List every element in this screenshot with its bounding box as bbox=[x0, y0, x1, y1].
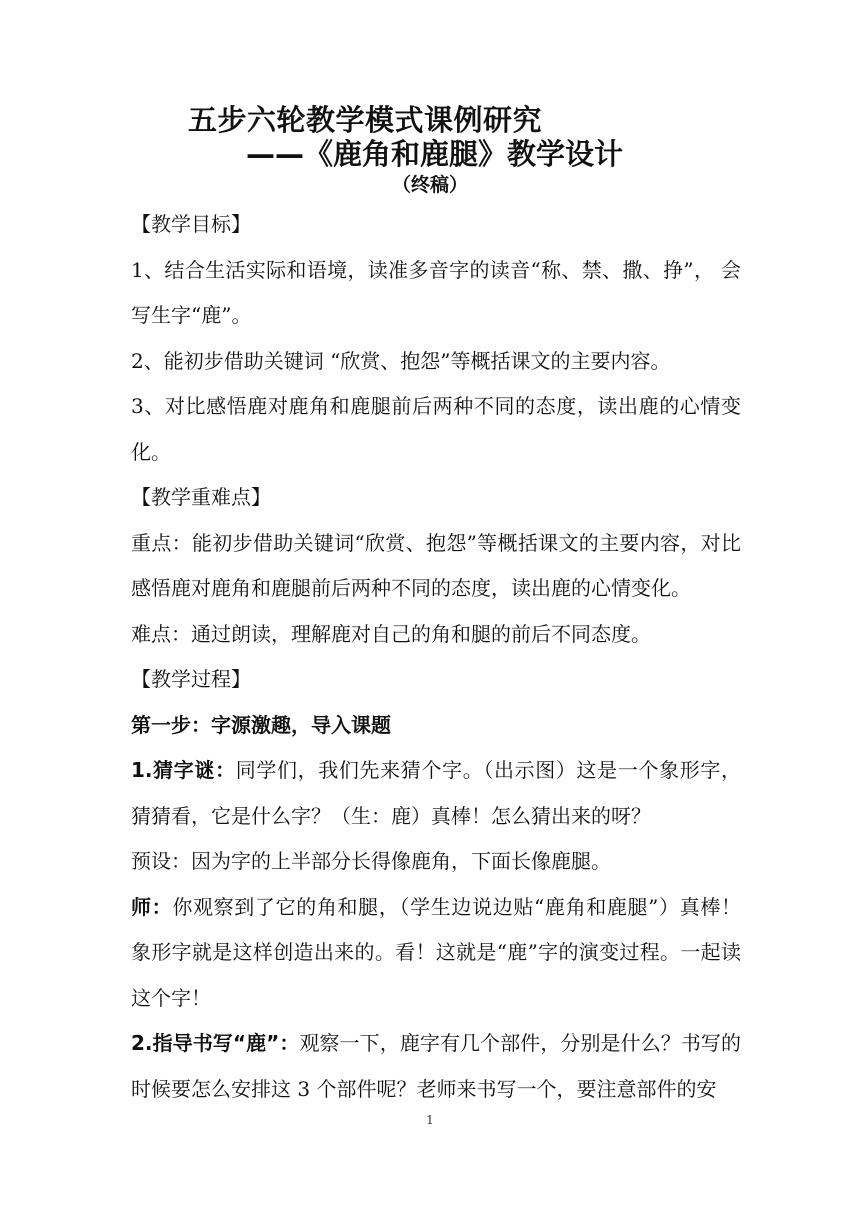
section-heading-key-points: 【教学重难点】 bbox=[131, 485, 271, 509]
writing-text: 观察一下，鹿字有几个部件，分别是什么？书写的时候要怎么安排这 3 个部件呢？老师来书写一个，要注意部件的安 bbox=[131, 1031, 741, 1101]
teacher-text: 你观察到了它的角和腿，（学生边说边贴“鹿角和鹿腿”）真棒！象形字就是这样创造出来的。看！这就是“鹿”字的演变过程。一起读这个字！ bbox=[131, 894, 742, 1010]
document-body bbox=[131, 202, 741, 1112]
difficulty-paragraph: 难点：通过朗读，理解鹿对自己的角和腿的前后不同态度。 bbox=[131, 621, 651, 646]
teacher-paragraph bbox=[131, 885, 741, 1022]
section-heading-goals: 【教学目标】 bbox=[131, 212, 251, 236]
riddle-label: 1.猜字谜： bbox=[131, 758, 236, 782]
preset-paragraph: 预设：因为字的上半部分长得像鹿角，下面长像鹿腿。 bbox=[131, 849, 611, 873]
document-title: 五步六轮教学模式课例研究 bbox=[188, 103, 543, 137]
document-subtitle: ——《鹿角和鹿腿》教学设计 bbox=[246, 137, 624, 171]
goal-item-1: 1、结合生活实际和语境，读准多音字的读音“称、禁、撒、挣”， 会写生字“鹿”。 bbox=[131, 257, 741, 327]
riddle-text: 同学们，我们先来猜个字。（出示图）这是一个象形字，猜猜看，它是什么字？（生：鹿）真棒！怎么猜出来的呀？ bbox=[131, 758, 742, 828]
key-point-paragraph: 重点：能初步借助关键词“欣赏、抱怨”等概括课文的主要内容，对比感悟鹿对鹿角和鹿腿前后两种不同的态度，读出鹿的心情变化。 bbox=[131, 530, 741, 600]
riddle-paragraph bbox=[131, 748, 741, 839]
step-1-heading: 第一步：字源激趣，导入课题 bbox=[131, 712, 391, 737]
writing-label: 2.指导书写“鹿”： bbox=[131, 1031, 300, 1055]
writing-paragraph bbox=[131, 1021, 741, 1112]
page-number: 1 bbox=[426, 1113, 434, 1127]
goal-item-3: 3、对比感悟鹿对鹿角和鹿腿前后两种不同的态度，读出鹿的心情变化。 bbox=[131, 394, 741, 464]
section-heading-process: 【教学过程】 bbox=[131, 667, 251, 691]
draft-status-note: （终稿） bbox=[391, 174, 468, 196]
teacher-label: 师： bbox=[131, 894, 173, 919]
goal-item-2: 2、能初步借助关键词 “欣赏、抱怨”等概括课文的主要内容。 bbox=[131, 348, 671, 373]
